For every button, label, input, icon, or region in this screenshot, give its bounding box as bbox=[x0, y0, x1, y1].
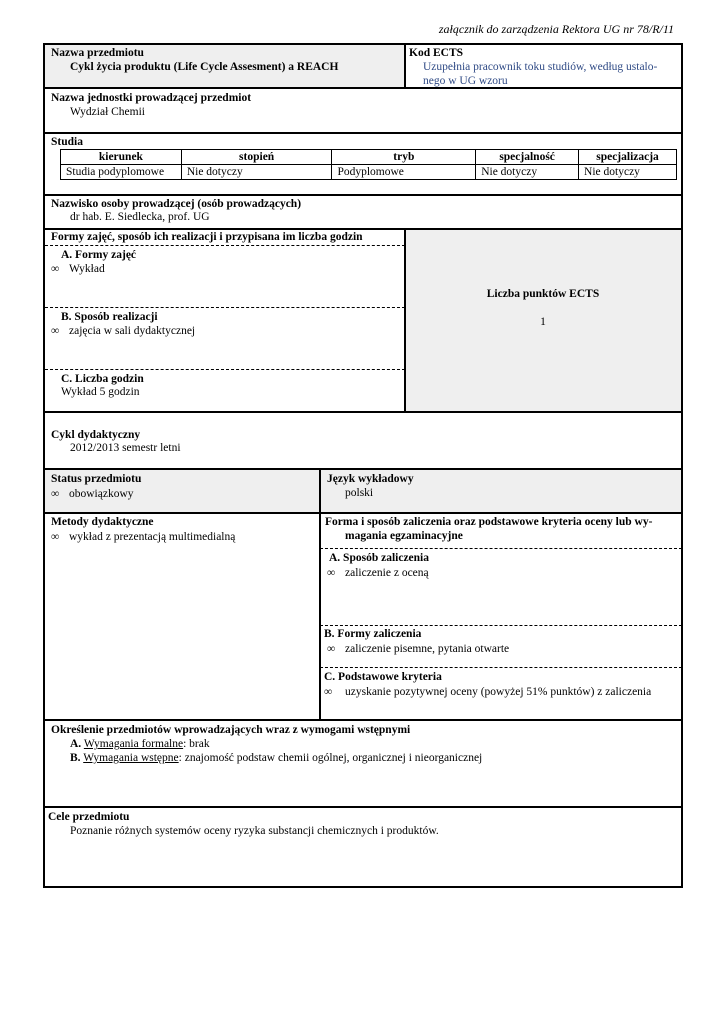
bullet-icon: ∞ bbox=[327, 643, 336, 655]
wymagania-a-value: : brak bbox=[183, 738, 210, 750]
prowadzacy-label: Nazwisko osoby prowadzącej (osób prowadzących) bbox=[51, 198, 302, 210]
formy-zajec-c-value: Wykład 5 godzin bbox=[61, 386, 140, 398]
zaliczenie-b-item bbox=[327, 642, 509, 656]
bullet-icon: ∞ bbox=[51, 325, 60, 337]
formy-zajec-a-item bbox=[51, 262, 105, 276]
zaliczenie-c-item bbox=[324, 685, 651, 699]
studia-specjalizacja: Nie dotyczy bbox=[579, 165, 677, 180]
bullet-icon: ∞ bbox=[51, 488, 60, 500]
jezyk-label: Język wykładowy bbox=[327, 473, 414, 485]
studia-header-row bbox=[61, 150, 677, 165]
bullet-icon: ∞ bbox=[327, 567, 336, 579]
formy-zajec-b-text: zajęcia w sali dydaktycznej bbox=[69, 325, 196, 337]
jednostka-label: Nazwa jednostki prowadzącej przedmiot bbox=[51, 92, 252, 104]
wymagania-a-key: Wymagania formalne bbox=[83, 738, 184, 750]
studia-header-kierunek: kierunek bbox=[61, 150, 182, 165]
metody-label: Metody dydaktyczne bbox=[51, 516, 154, 528]
zaliczenie-label-line2: magania egzaminacyjne bbox=[345, 530, 463, 542]
bullet-icon: ∞ bbox=[51, 531, 60, 543]
cele-value: Poznanie różnych systemów oceny ryzyka substancji chemicznych i produktów. bbox=[70, 825, 439, 837]
ects-label: Liczba punktów ECTS bbox=[486, 288, 600, 300]
zaliczenie-a-label: A. Sposób zaliczenia bbox=[329, 552, 429, 564]
nazwa-przedmiotu-label: Nazwa przedmiotu bbox=[51, 47, 144, 59]
wymagania-b bbox=[70, 751, 482, 765]
formy-zajec-b-label: B. Sposób realizacji bbox=[61, 311, 158, 323]
formy-zajec-a-label: A. Formy zajęć bbox=[61, 249, 137, 261]
jezyk-value: polski bbox=[345, 487, 374, 499]
formy-zajec-c-label: C. Liczba godzin bbox=[61, 373, 144, 385]
studia-stopien: Nie dotyczy bbox=[181, 165, 332, 180]
zaliczenie-c-text: uzyskanie pozytywnej oceny (powyżej 51% punktów) z zaliczenia bbox=[345, 686, 652, 698]
status-label: Status przedmiotu bbox=[51, 473, 142, 485]
wymagania-a-prefix: A. bbox=[70, 738, 82, 750]
nazwa-przedmiotu-value: Cykl życia produktu (Life Cycle Assesment) a REACH bbox=[70, 61, 339, 73]
kod-ects-label: Kod ECTS bbox=[409, 47, 464, 59]
kod-ects-note-line1: Uzupełnia pracownik toku studiów, według ustalo- bbox=[423, 61, 658, 73]
studia-header-tryb: tryb bbox=[332, 150, 476, 165]
wymagania-b-value: : znajomość podstaw chemii ogólnej, organicznej i nieorganicznej bbox=[178, 752, 483, 764]
studia-label: Studia bbox=[51, 136, 83, 148]
formy-zajec-a-text: Wykład bbox=[69, 263, 105, 275]
cykl-label: Cykl dydaktyczny bbox=[51, 429, 141, 441]
studia-table bbox=[60, 149, 677, 180]
status-item bbox=[51, 487, 134, 501]
wymagania-label: Określenie przedmiotów wprowadzających wraz z wymogami wstępnymi bbox=[51, 724, 411, 736]
zaliczenie-b-text: zaliczenie pisemne, pytania otwarte bbox=[345, 643, 510, 655]
header-note: załącznik do zarządzenia Rektora UG nr 78/R/11 bbox=[438, 22, 674, 36]
zaliczenie-label-line1: Forma i sposób zaliczenia oraz podstawowe kryteria oceny lub wy- bbox=[325, 516, 653, 528]
jednostka-value: Wydział Chemii bbox=[70, 106, 145, 118]
cykl-value: 2012/2013 semestr letni bbox=[70, 442, 181, 454]
studia-row bbox=[61, 165, 677, 180]
studia-header-specjalizacja: specjalizacja bbox=[579, 150, 677, 165]
prowadzacy-value: dr hab. E. Siedlecka, prof. UG bbox=[70, 211, 210, 223]
zaliczenie-c-label: C. Podstawowe kryteria bbox=[324, 671, 442, 683]
studia-kierunek: Studia podyplomowe bbox=[61, 165, 182, 180]
metody-text: wykład z prezentacją multimedialną bbox=[69, 531, 236, 543]
bullet-icon: ∞ bbox=[51, 263, 60, 275]
studia-tryb: Podyplomowe bbox=[332, 165, 476, 180]
formy-zajec-label: Formy zajęć, sposób ich realizacji i przypisana im liczba godzin bbox=[51, 231, 363, 243]
bullet-icon: ∞ bbox=[324, 686, 333, 698]
studia-header-specjalnosc: specjalność bbox=[476, 150, 579, 165]
zaliczenie-b-label: B. Formy zaliczenia bbox=[324, 628, 422, 640]
kod-ects-note-line2: nego w UG wzoru bbox=[423, 75, 508, 87]
studia-specjalnosc: Nie dotyczy bbox=[476, 165, 579, 180]
zaliczenie-a-item bbox=[327, 566, 429, 580]
formy-zajec-b-item bbox=[51, 324, 195, 338]
metody-item bbox=[51, 530, 235, 544]
zaliczenie-a-text: zaliczenie z oceną bbox=[345, 567, 429, 579]
ects-value: 1 bbox=[540, 316, 546, 328]
cele-label: Cele przedmiotu bbox=[48, 811, 130, 823]
status-value: obowiązkowy bbox=[69, 488, 134, 500]
wymagania-b-key: Wymagania wstępne bbox=[83, 752, 179, 764]
studia-header-stopien: stopień bbox=[181, 150, 332, 165]
wymagania-b-prefix: B. bbox=[70, 752, 81, 764]
wymagania-a bbox=[70, 737, 210, 751]
